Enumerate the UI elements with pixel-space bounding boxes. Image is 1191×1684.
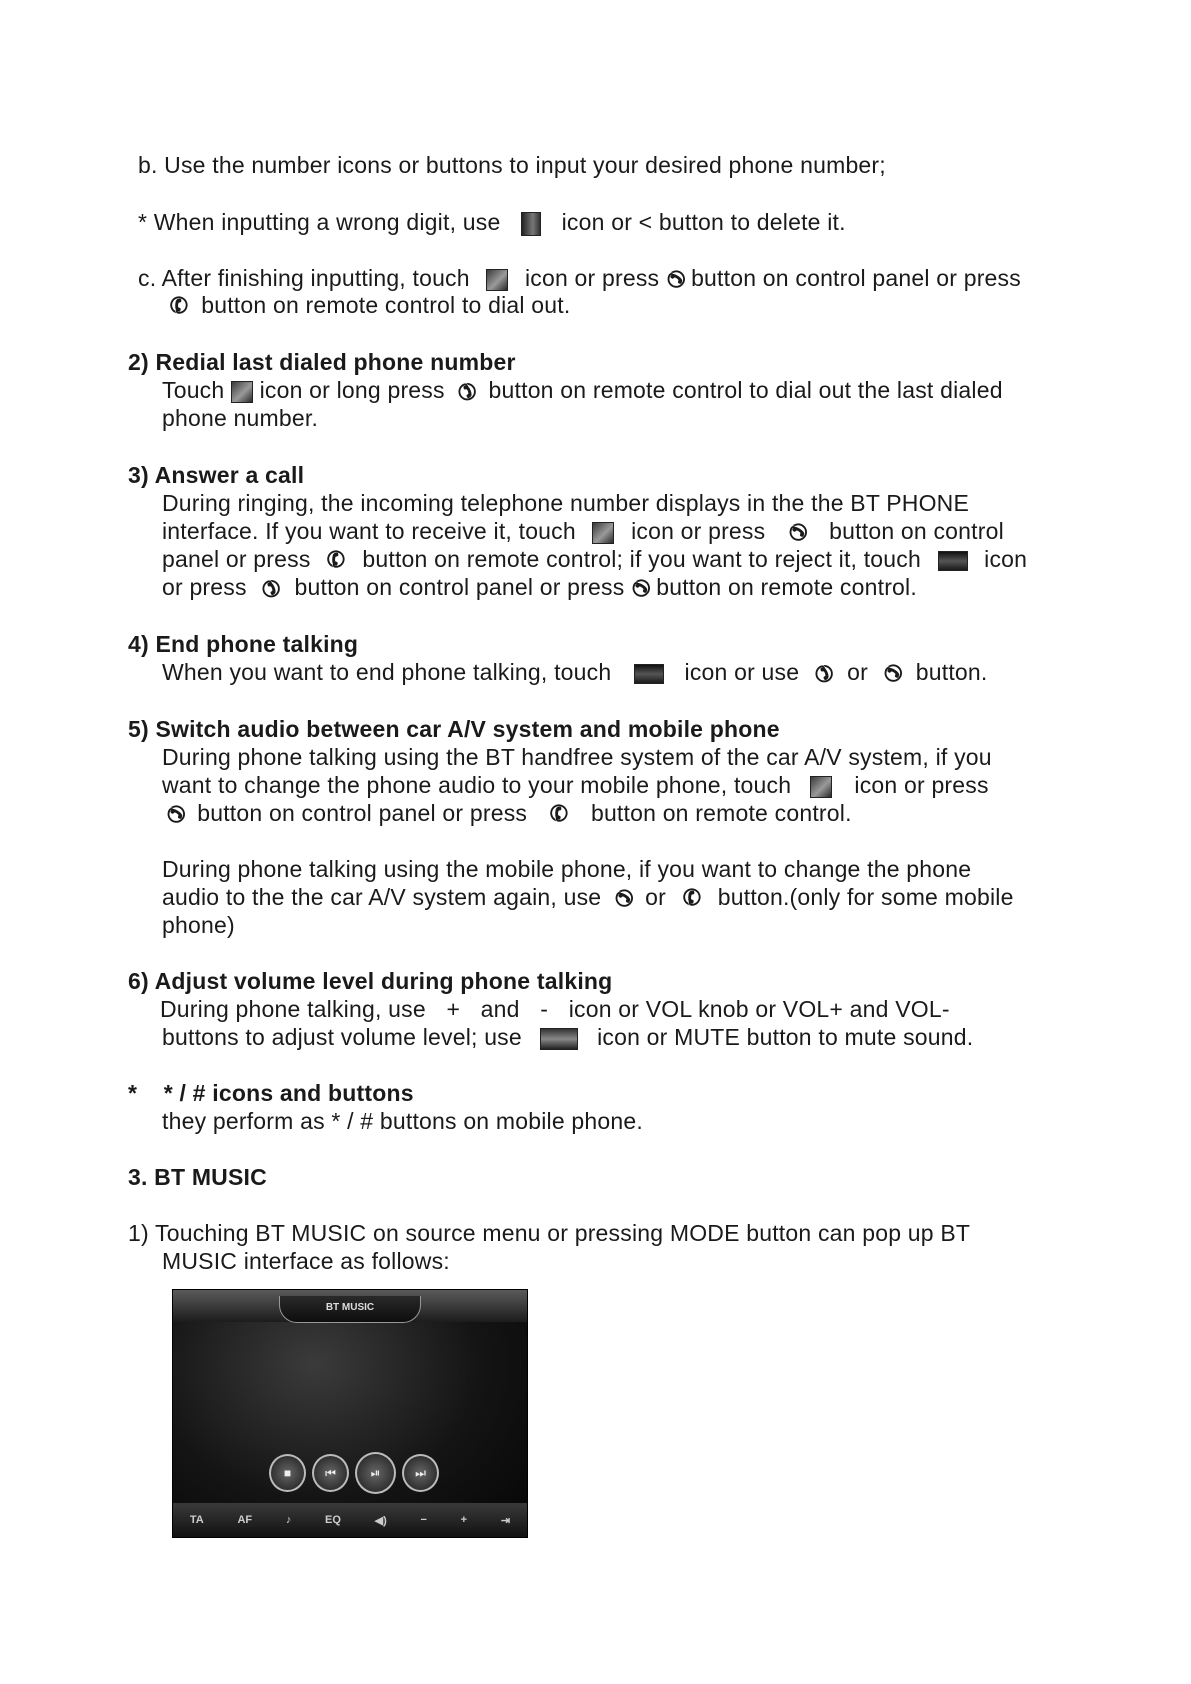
screenshot-title: BT MUSIC [279,1296,421,1323]
volume-line-2: buttons to adjust volume level; use icon or MUTE button to mute sound. [162,1024,974,1050]
ta-icon: TA [189,1514,204,1526]
remote-call-icon: ✆ [166,290,193,321]
call-button-icon: ✆ [783,520,812,544]
call-button-icon: ✆ [661,267,690,291]
bt-music-line-1: 1) Touching BT MUSIC on source menu or pressing MODE button can pop up BT [128,1220,971,1246]
heading-volume: 6) Adjust volume level during phone talking [128,968,613,994]
redial-icon [231,381,253,403]
playback-controls [269,1454,439,1490]
remote-call-icon: ✆ [323,544,350,575]
remote-hangup-icon: ✆ [626,576,655,600]
screenshot-bottom-bar [173,1503,527,1537]
answer-icon [592,522,614,544]
mute-icon [540,1028,578,1050]
volume-line-1: During phone talking, use + and - icon or VOL knob or VOL+ and VOL- [160,996,950,1022]
answer-line-1: During ringing, the incoming telephone number displays in the the BT PHONE [162,490,970,516]
hangup-icon: ✆ [451,375,483,407]
next-icon: ⏭ [402,1454,439,1492]
heading-end: 4) End phone talking [128,631,359,657]
switch-line-3: ✆ button on control panel or press ✆ button on remote control. [161,798,852,829]
eq-icon: EQ [325,1514,341,1526]
hangup-icon: ✆ [808,657,839,689]
bt-music-screenshot [172,1289,528,1538]
switch-line-1: During phone talking using the BT handfree system of the car A/V system, if you [162,744,992,770]
redial-text-2: phone number. [162,405,319,431]
switch-line-4: During phone talking using the mobile phone, if you want to change the phone [162,856,972,882]
remote-hangup-icon: ✆ [878,661,907,685]
switch-line-2: want to change the phone audio to your mobile phone, touch icon or press [162,772,989,798]
reject-icon [938,551,968,571]
remote-call-icon: ✆ [678,882,705,913]
switch-audio-icon [810,776,832,798]
delete-icon [521,212,541,236]
exit-icon: ⇥ [500,1514,511,1527]
heading-redial: 2) Redial last dialed phone number [128,349,516,375]
answer-line-2: interface. If you want to receive it, touch icon or press ✆ button on control [162,518,1004,544]
redial-text: Touch icon or long press ✆ button on remote control to dial out the last dialed [162,375,1003,407]
note-delete: * When inputting a wrong digit, use icon or < button to delete it. [138,209,846,235]
switch-line-6: phone) [162,912,235,938]
step-c: c. After finishing inputting, touch icon or press ✆ button on control panel or press [138,265,1021,291]
switch-line-5: audio to the the car A/V system again, use ✆ or ✆ button.(only for some mobile [162,882,1014,913]
vol-minus-icon: - [540,996,549,1022]
af-icon: AF [237,1514,253,1526]
heading-star-hash: * * / # icons and buttons [128,1080,414,1106]
heading-bt-music: 3. BT MUSIC [128,1164,267,1190]
call-button-icon: ✆ [161,802,190,826]
hangup-icon: ✆ [255,572,287,604]
mute-icon: ◀) [374,1514,387,1527]
remote-call-icon: ✆ [545,798,572,829]
step-b: b. Use the number icons or buttons to input your desired phone number; [138,152,886,178]
end-call-icon [634,664,664,684]
answer-line-3: panel or press ✆ button on remote control; if you want to reject it, touch icon [162,544,1028,575]
play-pause-icon: ⏯ [355,1452,396,1494]
star-hash-text: they perform as * / # buttons on mobile phone. [162,1108,643,1134]
heading-answer: 3) Answer a call [128,462,305,488]
end-text: When you want to end phone talking, touch icon or use ✆ or ✆ button. [162,657,988,689]
vol-minus-icon: − [420,1514,427,1526]
step-c-cont: ✆ button on remote control to dial out. [166,290,571,321]
dial-icon [486,269,508,291]
answer-line-4: or press ✆ button on control panel or press ✆ button on remote control. [162,572,917,604]
heading-switch: 5) Switch audio between car A/V system and mobile phone [128,716,780,742]
bt-music-line-2: MUSIC interface as follows: [162,1248,450,1274]
call-button-icon: ✆ [609,886,638,910]
vol-plus-icon: + [446,996,461,1022]
vol-plus-icon: + [460,1514,468,1526]
music-icon: ♪ [285,1514,292,1526]
stop-icon: ■ [269,1454,306,1492]
previous-icon: ⏮ [312,1454,349,1492]
